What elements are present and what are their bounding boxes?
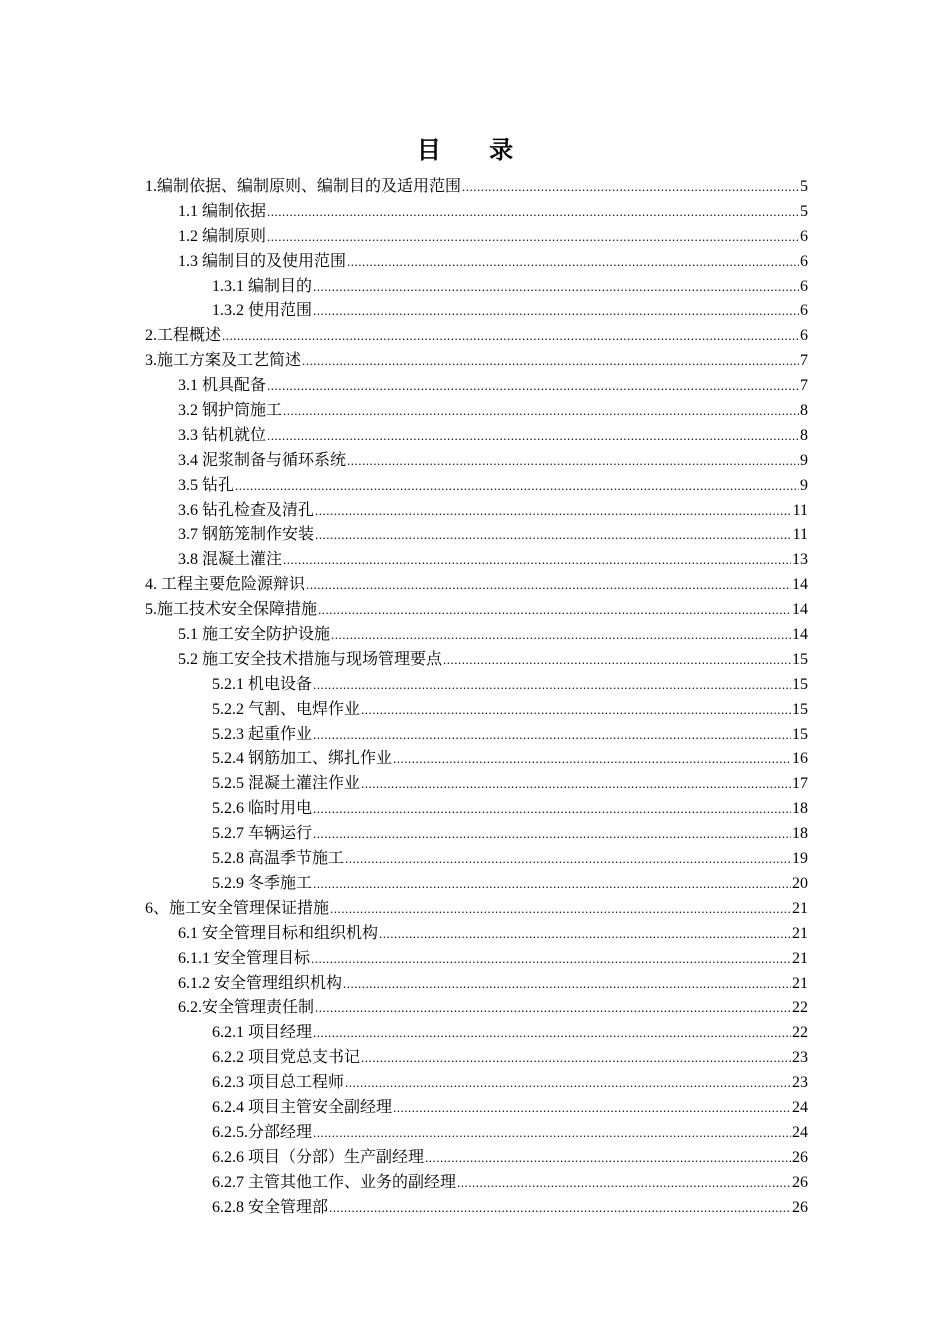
toc-entry-label: 1.3.2 使用范围	[212, 302, 313, 320]
toc-entry-page-number: 11	[792, 526, 808, 544]
toc-entry[interactable]	[145, 424, 808, 449]
toc-entry-page-number: 9	[800, 476, 808, 494]
toc-entry-label: 6.1 安全管理目标和组织机构	[178, 924, 379, 942]
toc-entry-label: 6.2.3 项目总工程师	[212, 1074, 345, 1092]
toc-dot-leader	[345, 1071, 791, 1096]
toc-dot-leader	[222, 324, 799, 349]
toc-dot-leader	[315, 523, 792, 548]
toc-entry-page-number: 21	[792, 899, 808, 917]
toc-entry[interactable]	[145, 673, 808, 698]
toc-entry-page-number: 22	[792, 1024, 808, 1042]
toc-entry[interactable]	[145, 797, 808, 822]
toc-entry[interactable]	[145, 1071, 808, 1096]
toc-entry-label: 3.8 混凝土灌注	[178, 551, 283, 569]
toc-entry[interactable]	[145, 399, 808, 424]
toc-entry-page-number: 13	[792, 551, 808, 569]
toc-dot-leader	[315, 499, 792, 524]
toc-dot-leader	[267, 374, 799, 399]
toc-entry[interactable]	[145, 723, 808, 748]
toc-dot-leader	[393, 1096, 791, 1121]
toc-entry[interactable]	[145, 225, 808, 250]
toc-entry-label: 5.2.4 钢筋加工、绑扎作业	[212, 750, 393, 768]
toc-entry[interactable]	[145, 947, 808, 972]
toc-entry[interactable]	[145, 349, 808, 374]
toc-entry[interactable]	[145, 698, 808, 723]
toc-dot-leader	[393, 747, 791, 772]
toc-entry[interactable]	[145, 897, 808, 922]
toc-entry-label: 6.2.2 项目党总支书记	[212, 1049, 361, 1067]
toc-entry-page-number: 21	[792, 924, 808, 942]
toc-entry-label: 1.3.1 编制目的	[212, 277, 313, 295]
toc-entry[interactable]	[145, 872, 808, 897]
toc-entry[interactable]	[145, 822, 808, 847]
toc-entry-page-number: 6	[800, 302, 808, 320]
toc-dot-leader	[283, 399, 799, 424]
toc-dot-leader	[313, 299, 799, 324]
toc-entry-label: 5.2.9 冬季施工	[212, 874, 313, 892]
toc-entry-label: 6.2.1 项目经理	[212, 1024, 313, 1042]
toc-dot-leader	[329, 1196, 791, 1221]
toc-entry-page-number: 23	[792, 1074, 808, 1092]
toc-entry-page-number: 15	[792, 725, 808, 743]
toc-entry-label: 5.2.3 起重作业	[212, 725, 313, 743]
toc-entry-page-number: 26	[792, 1173, 808, 1191]
toc-entry[interactable]	[145, 623, 808, 648]
table-of-contents	[145, 175, 808, 1220]
toc-entry-label: 5.1 施工安全防护设施	[178, 626, 331, 644]
toc-entry-label: 3.施工方案及工艺简述	[145, 352, 302, 370]
toc-dot-leader	[361, 698, 791, 723]
toc-dot-leader	[462, 175, 799, 200]
toc-entry[interactable]	[145, 573, 808, 598]
toc-dot-leader	[283, 548, 791, 573]
toc-dot-leader	[267, 424, 799, 449]
toc-dot-leader	[302, 349, 799, 374]
toc-entry-page-number: 6	[800, 252, 808, 270]
toc-dot-leader	[318, 598, 791, 623]
toc-entry-page-number: 21	[792, 974, 808, 992]
toc-entry-page-number: 8	[800, 402, 808, 420]
toc-entry-label: 6.2.7 主管其他工作、业务的副经理	[212, 1173, 457, 1191]
toc-dot-leader	[267, 200, 799, 225]
toc-entry-page-number: 15	[792, 675, 808, 693]
toc-dot-leader	[311, 947, 791, 972]
toc-entry[interactable]	[145, 1021, 808, 1046]
toc-entry-page-number: 15	[792, 700, 808, 718]
toc-entry[interactable]	[145, 1196, 808, 1221]
toc-entry[interactable]	[145, 523, 808, 548]
toc-entry-page-number: 20	[792, 874, 808, 892]
toc-dot-leader	[267, 225, 799, 250]
toc-entry-page-number: 18	[792, 825, 808, 843]
toc-title: 目 录	[416, 136, 534, 164]
toc-entry-page-number: 5	[800, 202, 808, 220]
toc-entry-label: 6.2.8 安全管理部	[212, 1198, 329, 1216]
toc-dot-leader	[313, 797, 791, 822]
toc-entry-page-number: 26	[792, 1198, 808, 1216]
toc-entry-label: 6.2.5.分部经理	[212, 1123, 313, 1141]
toc-entry-page-number: 24	[792, 1098, 808, 1116]
toc-entry-page-number: 5	[800, 178, 808, 195]
toc-entry-page-number: 7	[800, 352, 808, 370]
toc-dot-leader	[313, 275, 799, 300]
toc-entry[interactable]	[145, 299, 808, 324]
toc-entry-label: 3.3 钻机就位	[178, 426, 267, 444]
toc-entry-label: 1.2 编制原则	[178, 227, 267, 245]
toc-dot-leader	[361, 772, 791, 797]
toc-dot-leader	[313, 872, 791, 897]
toc-entry-page-number: 18	[792, 800, 808, 818]
toc-entry[interactable]	[145, 175, 808, 200]
toc-entry-label: 6.1.2 安全管理组织机构	[178, 974, 343, 992]
toc-entry[interactable]	[145, 474, 808, 499]
toc-dot-leader	[345, 847, 791, 872]
toc-entry-label: 5.2.2 气割、电焊作业	[212, 700, 361, 718]
toc-entry[interactable]	[145, 747, 808, 772]
toc-entry-label: 6.1.1 安全管理目标	[178, 949, 311, 967]
toc-entry[interactable]	[145, 324, 808, 349]
toc-dot-leader	[379, 922, 791, 947]
toc-entry[interactable]	[145, 972, 808, 997]
toc-entry-page-number: 11	[792, 501, 808, 519]
toc-dot-leader	[343, 972, 791, 997]
toc-entry[interactable]	[145, 499, 808, 524]
toc-entry[interactable]	[145, 200, 808, 225]
toc-entry-page-number: 14	[792, 601, 808, 619]
toc-dot-leader	[313, 1021, 791, 1046]
toc-entry-label: 3.2 钢护筒施工	[178, 402, 283, 420]
toc-entry-page-number: 15	[792, 650, 808, 668]
toc-dot-leader	[313, 723, 791, 748]
toc-entry-label: 5.施工技术安全保障措施	[145, 601, 318, 619]
toc-dot-leader	[315, 996, 791, 1021]
toc-entry-page-number: 6	[800, 327, 808, 345]
toc-entry-page-number: 26	[792, 1148, 808, 1166]
toc-entry-page-number: 22	[792, 999, 808, 1017]
toc-entry-label: 3.6 钻孔检查及清孔	[178, 501, 315, 519]
toc-entry-label: 3.1 机具配备	[178, 377, 267, 395]
toc-entry-label: 5.2.1 机电设备	[212, 675, 313, 693]
toc-entry[interactable]	[145, 548, 808, 573]
toc-dot-leader	[425, 1146, 791, 1171]
toc-entry[interactable]	[145, 996, 808, 1021]
toc-dot-leader	[331, 623, 791, 648]
toc-entry-label: 2.工程概述	[145, 327, 222, 345]
toc-entry-label: 5.2.5 混凝土灌注作业	[212, 775, 361, 793]
toc-entry[interactable]	[145, 598, 808, 623]
toc-entry-label: 3.5 钻孔	[178, 476, 235, 494]
toc-entry-label: 6.2.安全管理责任制	[178, 999, 315, 1017]
toc-entry[interactable]	[145, 648, 808, 673]
toc-dot-leader	[330, 897, 791, 922]
toc-entry[interactable]	[145, 922, 808, 947]
toc-entry[interactable]	[145, 250, 808, 275]
toc-entry-label: 1.3 编制目的及使用范围	[178, 252, 347, 270]
toc-entry-page-number: 14	[792, 626, 808, 644]
toc-entry[interactable]	[145, 275, 808, 300]
toc-entry-label: 3.7 钢筋笼制作安装	[178, 526, 315, 544]
toc-entry-label: 1.编制依据、编制原则、编制目的及适用范围	[145, 178, 462, 195]
toc-entry-label: 6、施工安全管理保证措施	[145, 899, 330, 917]
toc-entry-page-number: 9	[800, 451, 808, 469]
toc-entry-page-number: 19	[792, 850, 808, 868]
toc-entry[interactable]	[145, 1171, 808, 1196]
toc-dot-leader	[313, 673, 791, 698]
toc-dot-leader	[457, 1171, 791, 1196]
toc-entry-page-number: 7	[800, 377, 808, 395]
toc-dot-leader	[443, 648, 791, 673]
toc-dot-leader	[313, 1121, 791, 1146]
toc-entry[interactable]	[145, 1096, 808, 1121]
toc-entry-label: 5.2.7 车辆运行	[212, 825, 313, 843]
toc-entry-label: 4. 工程主要危险源辩识	[145, 576, 306, 594]
toc-entry-label: 1.1 编制依据	[178, 202, 267, 220]
toc-entry[interactable]	[145, 449, 808, 474]
toc-entry-page-number: 16	[792, 750, 808, 768]
toc-entry-label: 5.2.8 高温季节施工	[212, 850, 345, 868]
toc-entry-page-number: 23	[792, 1049, 808, 1067]
toc-entry-page-number: 14	[792, 576, 808, 594]
toc-entry-page-number: 17	[792, 775, 808, 793]
toc-entry-label: 5.2 施工安全技术措施与现场管理要点	[178, 650, 443, 668]
toc-entry[interactable]	[145, 1146, 808, 1171]
toc-entry-page-number: 6	[800, 277, 808, 295]
toc-entry-page-number: 21	[792, 949, 808, 967]
toc-entry[interactable]	[145, 772, 808, 797]
toc-entry-page-number: 6	[800, 227, 808, 245]
toc-entry[interactable]	[145, 1046, 808, 1071]
toc-entry[interactable]	[145, 847, 808, 872]
toc-dot-leader	[235, 474, 799, 499]
toc-dot-leader	[313, 822, 791, 847]
toc-entry-page-number: 8	[800, 426, 808, 444]
toc-dot-leader	[361, 1046, 791, 1071]
toc-dot-leader	[347, 449, 799, 474]
toc-dot-leader	[306, 573, 791, 598]
toc-entry-label: 6.2.4 项目主管安全副经理	[212, 1098, 393, 1116]
toc-entry-page-number: 24	[792, 1123, 808, 1141]
toc-entry[interactable]	[145, 1121, 808, 1146]
toc-entry-label: 6.2.6 项目（分部）生产副经理	[212, 1148, 425, 1166]
toc-entry[interactable]	[145, 374, 808, 399]
toc-dot-leader	[347, 250, 799, 275]
toc-entry-label: 5.2.6 临时用电	[212, 800, 313, 818]
toc-entry-label: 3.4 泥浆制备与循环系统	[178, 451, 347, 469]
